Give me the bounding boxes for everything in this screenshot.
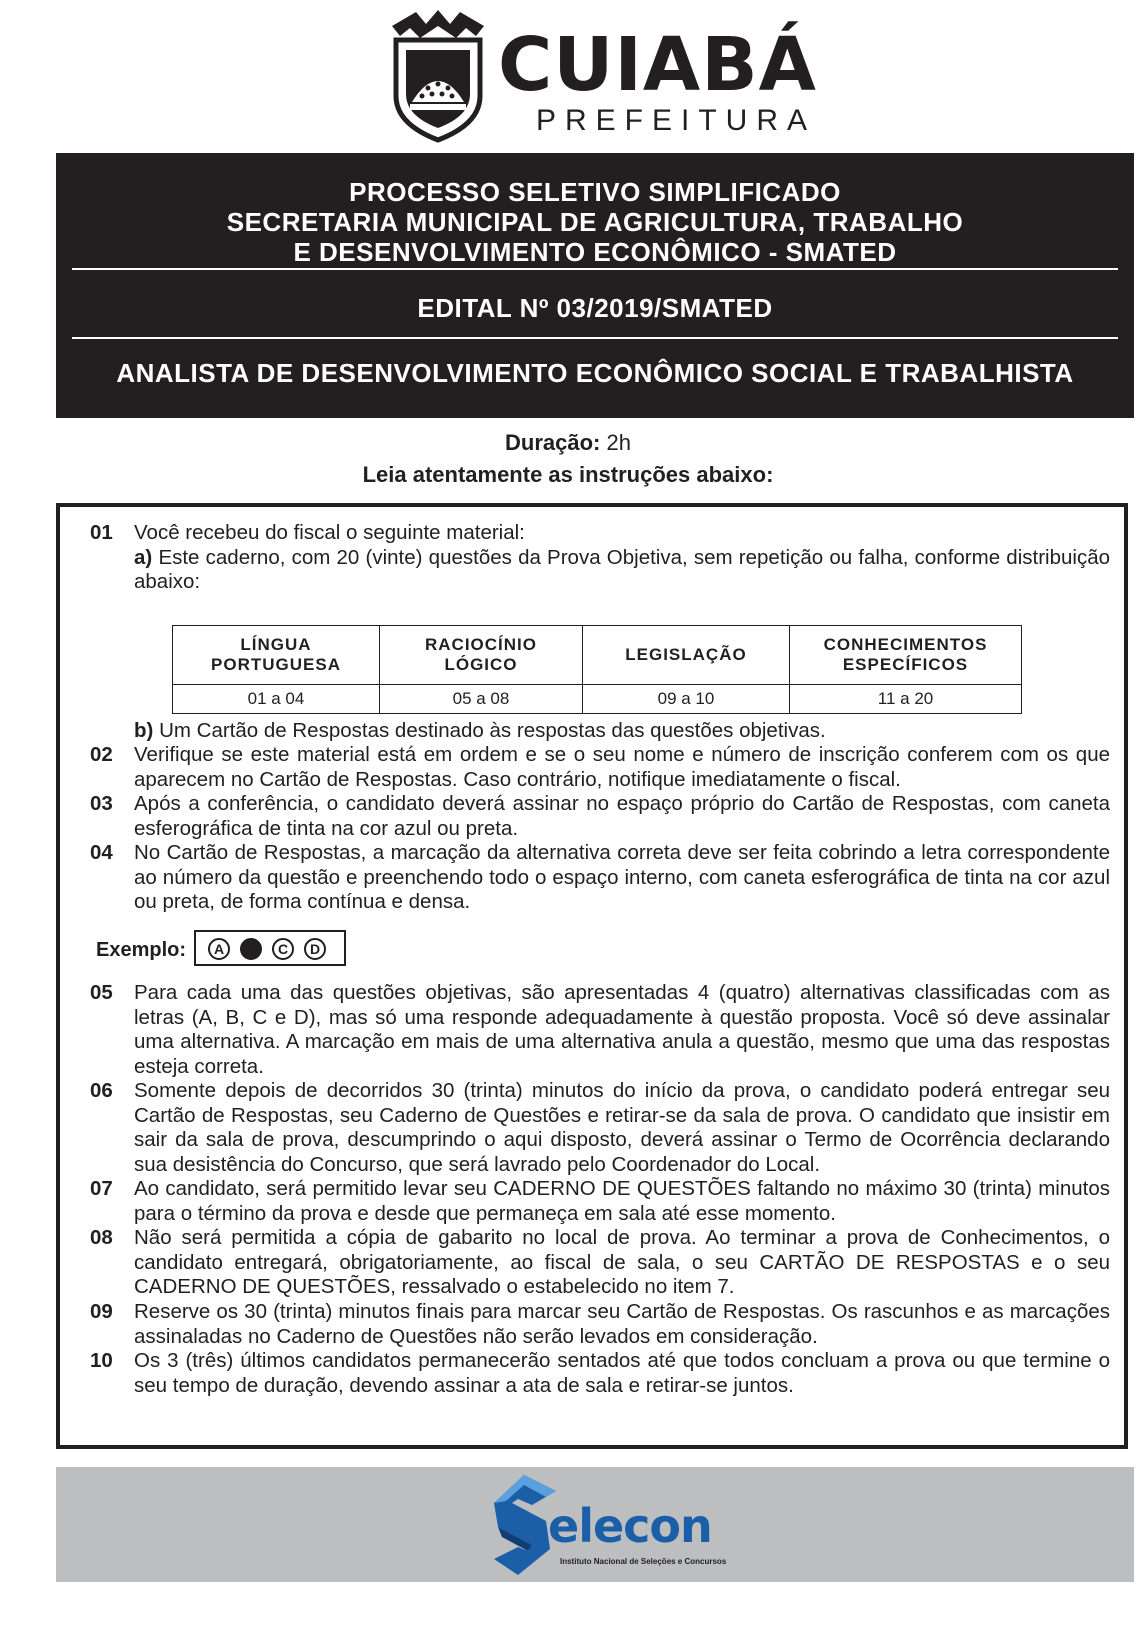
bubble-d-icon: D [304, 938, 326, 960]
sub-b-text: Um Cartão de Respostas destinado às respostas das questões objetivas. [159, 719, 826, 742]
item-text: Ao candidato, será permitido levar seu CADERNO DE QUESTÕES faltando no máximo 30 (trinta) minutos para o término da prova e desde que permaneça em sala até esse momento. [134, 1177, 1110, 1225]
table-header-cell: LÍNGUA PORTUGUESA [173, 626, 380, 685]
item-number: 09 [90, 1300, 113, 1323]
item-number: 04 [90, 841, 113, 864]
edital-number: EDITAL Nº 03/2019/SMATED [417, 293, 773, 323]
duration-line [0, 430, 1136, 456]
instructions-box [56, 503, 1128, 1449]
duration-value: 2h [606, 430, 631, 455]
sub-b-label: b) [134, 719, 154, 742]
item-text: No Cartão de Respostas, a marcação da alternativa correta deve ser feita cobrindo a letra correspondente ao número da questão e preenchendo todo o espaço interno, com caneta esferográfica de tinta na cor azul ou preta, de forma contínua e densa. [134, 841, 1110, 913]
table-cell: 01 a 04 [173, 685, 380, 714]
item-number: 08 [90, 1226, 113, 1249]
item-text: Após a conferência, o candidato deverá assinar no espaço próprio do Cartão de Respostas, com caneta esferográfica de tinta na cor azul ou preta. [134, 792, 1110, 840]
table-cell: 05 a 08 [380, 685, 583, 714]
banner-line-1: PROCESSO SELETIVO SIMPLIFICADO [349, 177, 841, 207]
footer-band [56, 1467, 1134, 1582]
item-sub-b [134, 719, 1110, 744]
banner-line-2: SECRETARIA MUNICIPAL DE AGRICULTURA, TRABALHO [226, 207, 964, 237]
selecon-wordmark: elecon [548, 1499, 712, 1553]
instruction-item-02 [90, 743, 1110, 792]
instruction-item-01-b [90, 719, 1110, 744]
instruction-item-07 [90, 1177, 1110, 1226]
instruction-item-01 [90, 521, 1110, 595]
banner-process-title [56, 177, 1134, 267]
bubble-filled-icon [240, 938, 262, 960]
title-banner [56, 153, 1134, 418]
item-number: 02 [90, 743, 113, 766]
city-crest-icon [386, 6, 490, 144]
job-title: ANALISTA DE DESENVOLVIMENTO ECONÔMICO SOCIAL E TRABALHISTA [116, 358, 1074, 388]
item-number: 05 [90, 981, 113, 1004]
selecon-logo [488, 1473, 728, 1577]
city-name: CUIABÁ [498, 22, 817, 108]
banner-divider [72, 337, 1118, 339]
item-text: Você recebeu do fiscal o seguinte material: [134, 521, 525, 544]
instruction-item-04 [90, 841, 1110, 915]
item-text: Reserve os 30 (trinta) minutos finais para marcar seu Cartão de Respostas. Os rascunhos e as marcações assinaladas no Caderno de Questões não serão levados em consideração. [134, 1300, 1110, 1348]
duration-label: Duração: [505, 430, 601, 455]
table-cell: 09 a 10 [583, 685, 790, 714]
instruction-item-05 [90, 981, 1110, 1079]
banner-line-3: E DESENVOLVIMENTO ECONÔMICO - SMATED [293, 237, 897, 267]
item-number: 03 [90, 792, 113, 815]
bubble-a-icon: A [208, 938, 230, 960]
table-row [173, 685, 1022, 714]
sub-a-label: a) [134, 545, 153, 569]
table-header-cell: RACIOCÍNIO LÓGICO [380, 626, 583, 685]
banner-divider [72, 268, 1118, 270]
sub-a-text: Este caderno, com 20 (vinte) questões da Prova Objetiva, sem repetição ou falha, conforme distribuição abaixo: [134, 545, 1110, 593]
instruction-item-09 [90, 1300, 1110, 1349]
item-sub-a [134, 546, 1110, 595]
instruction-item-03 [90, 792, 1110, 841]
table-header-cell: LEGISLAÇÃO [583, 626, 790, 685]
item-number: 06 [90, 1079, 113, 1102]
item-number: 01 [90, 521, 113, 544]
item-number: 07 [90, 1177, 113, 1200]
item-text: Os 3 (três) últimos candidatos permanecerão sentados até que todos concluam a prova ou que termine o seu tempo de duração, devendo assinar a ata de sala e retirar-se juntos. [134, 1349, 1110, 1397]
question-distribution-table [172, 625, 1022, 714]
selecon-tagline: Instituto Nacional de Seleções e Concursos [560, 1557, 727, 1566]
item-text: Somente depois de decorridos 30 (trinta) minutos do início da prova, o candidato poderá entregar seu Cartão de Respostas, seu Caderno de Questões e retirar-se da sala de prova. O candidato que insistir em sair da sala de prova, descumprindo o aqui disposto, deverá assinar o Termo de Ocorrência declarando sua desistência do Concurso, que será lavrado pelo Coordenador do Local. [134, 1079, 1110, 1176]
item-text: Para cada uma das questões objetivas, são apresentadas 4 (quatro) alternativas classificadas com as letras (A, B, C e D), mas só uma responde adequadamente à questão proposta. Você só deve assinalar uma alternativa. A marcação em mais de uma alternativa anula a questão, mesmo que uma das respostas esteja correta. [134, 981, 1110, 1078]
prefeitura-logo [386, 6, 816, 146]
item-text: Verifique se este material está em ordem e se o seu nome e número de inscrição conferem com os que aparecem no Cartão de Respostas. Caso contrário, notifique imediatamente o fiscal. [134, 743, 1110, 791]
item-text: Não será permitida a cópia de gabarito no local de prova. Ao terminar a prova de Conhecimentos, o candidato entregará, obrigatoriamente, ao fiscal de sala, o seu CARTÃO DE RESPOSTAS e o seu CADERNO DE QUESTÕES, ressalvado o estabelecido no item 7. [134, 1226, 1110, 1298]
example-bubbles [194, 930, 346, 966]
instruction-item-08 [90, 1226, 1110, 1300]
bubble-c-icon: C [272, 938, 294, 960]
item-number: 10 [90, 1349, 113, 1372]
table-header-row [173, 626, 1022, 685]
table-header-cell: CONHECIMENTOS ESPECÍFICOS [790, 626, 1022, 685]
city-subtitle: PREFEITURA [536, 104, 817, 137]
example-label: Exemplo: [96, 939, 187, 961]
read-instructions-heading: Leia atentamente as instruções abaixo: [362, 462, 774, 487]
table-cell: 11 a 20 [790, 685, 1022, 714]
instruction-item-06 [90, 1079, 1110, 1177]
instruction-item-10 [90, 1349, 1110, 1398]
